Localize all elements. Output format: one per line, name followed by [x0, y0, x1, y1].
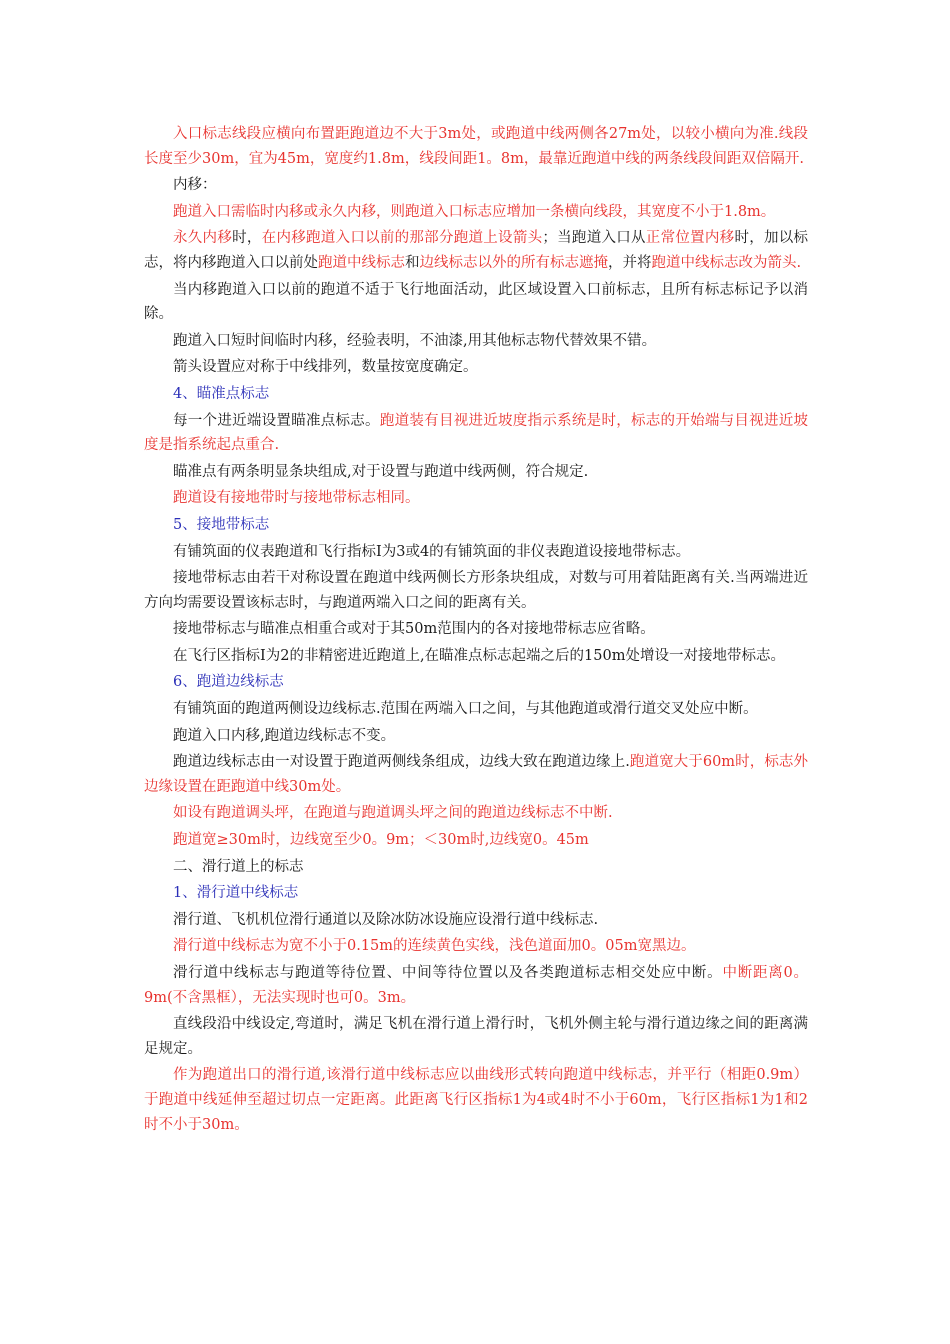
text-taxiway-gap: 中断距离0。9m(不含黑框），无法实现时也可0。3m。 — [144, 965, 808, 1006]
text-aiming-each-end: 每一个进近端设置瞄准点标志。 — [173, 412, 380, 429]
paragraph-taxiway-exit: 作为跑道出口的滑行道,该滑行道中线标志应以曲线形式转向跑道中线标志，并平行（相距0.9m）于跑道中线延伸至超过切点一定距离。此距离飞行区指标1为4或4时不小于60m，飞行区指标1为1和2时不小于30m。 — [144, 1067, 808, 1133]
text-edge-wide-runway: 跑道宽大于60m时，标志外边缘设置在距跑道中线30m处。 — [144, 754, 808, 795]
paragraph-touchdown-nonprecision: 在飞行区指标Ⅰ为2的非精密进近跑道上,在瞄准点标志起端之后的150m处增设一对接地带标志。 — [173, 647, 785, 664]
text-taxiway-intersect: 滑行道中线标志与跑道等待位置、中间等待位置以及各类跑道标志相交处应中断。 — [173, 965, 723, 981]
text-when-threshold: ；当跑道入口从 — [542, 230, 646, 247]
heading-taxiway-centerline: 1、滑行道中线标志 — [173, 885, 299, 902]
paragraph-aiming-point-blocks: 瞄准点有两条明显条块组成,对于设置与跑道中线两侧，符合规定. — [173, 463, 589, 480]
paragraph-edge-width: 跑道宽≥30m时，边线宽至少0。9m；＜30m时,边线宽0。45m — [173, 832, 589, 849]
paragraph-edge-composition — [144, 750, 808, 799]
paragraph-threshold-displacement: 跑道入口需临时内移或永久内移，则跑道入口标志应增加一条横向线段，其宽度不小于1.8m。 — [173, 203, 776, 220]
paragraph-edge-range: 有铺筑面的跑道两侧设边线标志.范围在两端入口之间，与其他跑道或滑行道交叉处应中断。 — [173, 701, 758, 718]
text-and-change: ，并将 — [608, 254, 652, 271]
paragraph-aiming-point-setup — [144, 409, 808, 458]
paragraph-entry-marking-segments: 入口标志线段应横向布置距跑道边不大于3m处，或跑道中线两侧各27m处，以较小横向为准.线段长度至少30m，宜为45m，宽度约1.8m，线段间距1。8m，最靠近跑道中线的两条线段间距双倍隔开. — [144, 126, 808, 167]
text-edge-obscure: 边线标志以外的所有标志遮掩 — [419, 254, 608, 271]
heading-runway-edge: 6、跑道边线标志 — [173, 674, 284, 691]
paragraph-displacement-label: 内移： — [173, 177, 217, 194]
text-when: 时， — [232, 230, 262, 247]
text-marking: 时，加以标志，将内移跑道入口以前处 — [144, 230, 809, 271]
text-edge-lines: 跑道边线标志由一对设置于跑道两侧线条组成，边线大致在跑道边缘上. — [173, 754, 630, 771]
heading-taxiway-markings: 二、滑行道上的标志 — [173, 858, 304, 875]
paragraph-turn-pad: 如设有跑道调头坪，在跑道与跑道调头坪之间的跑道边线标志不中断. — [173, 805, 613, 822]
paragraph-touchdown-required: 有铺筑面的仪表跑道和飞行指标Ⅰ为3或4的有铺筑面的非仪表跑道设接地带标志。 — [173, 543, 691, 560]
paragraph-taxiway-yellow-line: 滑行道中线标志为宽不小于0.15m的连续黄色实线，浅色道面加0。05m宽黑边。 — [173, 938, 696, 955]
paragraph-taxiway-curves: 直线段沿中线设定,弯道时，满足飞机在滑行道上滑行时，飞机外侧主轮与滑行道边缘之间的距离满足规定。 — [144, 1016, 808, 1057]
text-arrows: 在内移跑道入口以前的那部分跑道上设箭头 — [261, 230, 543, 247]
paragraph-taxiway-required: 滑行道、飞机机位滑行通道以及除冰防冰设施应设滑行道中线标志. — [173, 911, 599, 928]
text-normal-position: 正常位置内移 — [645, 230, 735, 247]
heading-touchdown-zone: 5、接地带标志 — [173, 516, 270, 533]
document-body — [144, 122, 808, 1137]
paragraph-edge-displacement: 跑道入口内移,跑道边线标志不变。 — [173, 727, 396, 744]
paragraph-taxiway-interrupt — [144, 961, 808, 1010]
heading-aiming-point: 4、瞄准点标志 — [173, 385, 270, 402]
paragraph-aiming-touchdown: 跑道设有接地带时与接地带标志相同。 — [173, 490, 420, 507]
paragraph-temporary-displacement: 跑道入口短时间临时内移，经验表明，不油漆,用其他标志物代替效果不错。 — [173, 332, 657, 349]
paragraph-permanent-displacement — [144, 226, 808, 275]
paragraph-touchdown-blocks: 接地带标志由若干对称设置在跑道中线两侧长方形条块组成，对数与可用着陆距离有关.当两端进近方向均需要设置该标志时，与跑道两端入口之间的距离有关。 — [144, 570, 808, 611]
paragraph-arrow-arrangement: 箭头设置应对称于中线排列，数量按宽度确定。 — [173, 359, 478, 376]
text-permanent-displacement: 永久内移 — [173, 230, 233, 247]
text-aiming-vasi: 跑道装有目视进近坡度指示系统是时，标志的开始端与目视进近坡度是指系统起点重合. — [144, 412, 809, 454]
paragraph-pre-threshold: 当内移跑道入口以前的跑道不适于飞行地面活动，此区域设置入口前标志，且所有标志标记予以消除。 — [144, 281, 808, 323]
text-arrow-change: 跑道中线标志改为箭头. — [651, 254, 802, 271]
text-centerline: 跑道中线标志 — [318, 254, 405, 271]
text-and: 和 — [405, 254, 420, 271]
paragraph-touchdown-omit: 接地带标志与瞄准点相重合或对于其50m范围内的各对接地带标志应省略。 — [173, 621, 655, 638]
